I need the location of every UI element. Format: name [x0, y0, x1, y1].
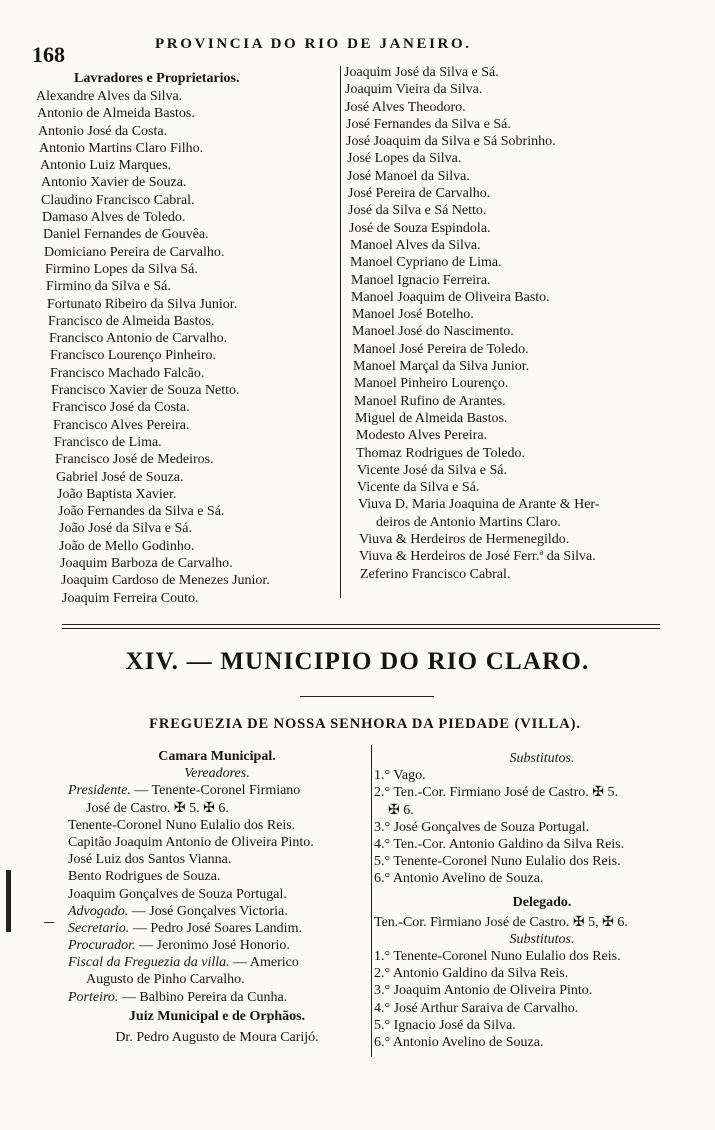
farmer-entry: João Fernandes da Silva e Sá. [58, 504, 225, 520]
porteiro-name: — Balbino Pereira da Cunha. [121, 989, 288, 1005]
delegado-substituto-entry: 1.° Tenente-Coronel Nuno Eulalio dos Reis. [374, 949, 621, 965]
section-rule-upper [62, 624, 660, 625]
farmer-entry: Viuva & Herdeiros de Hermenegildo. [359, 532, 570, 548]
farmer-entry: Miguel de Almeida Bastos. [355, 410, 508, 426]
farmer-entry: Antonio de Almeida Bastos. [37, 106, 195, 122]
farmer-entry: Modesto Alves Pereira. [356, 428, 488, 444]
delegado-substitutos-label: Substitutos. [509, 931, 575, 947]
farmer-entry: João Baptista Xavier. [57, 486, 177, 502]
farmer-entry: Manoel Rufino de Arantes. [354, 393, 506, 409]
farmer-entry: Manoel José Botelho. [352, 307, 474, 323]
farmer-entry: Joaquim Cardoso de Menezes Junior. [61, 573, 270, 589]
margin-dash [44, 922, 54, 923]
delegado-heading: Delegado. [512, 894, 572, 910]
farmer-entry: Francisco Lourenço Pinheiro. [50, 348, 217, 364]
farmer-entry: Vicente da Silva e Sá. [357, 480, 480, 496]
farmer-entry: Fortunato Ribeiro da Silva Junior. [47, 296, 238, 312]
president-cont: José de Castro. ✠ 5. ✠ 6. [86, 800, 229, 816]
vereadores-label: Vereadores. [184, 766, 250, 782]
fiscal-name: — Americo [229, 955, 299, 971]
camara-member: Capitão Joaquim Antonio de Oliveira Pinto. [68, 834, 314, 850]
farmer-entry: Francisco José de Medeiros. [55, 452, 214, 468]
farmer-entry: Claudino Francisco Cabral. [41, 192, 195, 208]
farmers-left-column [36, 70, 336, 607]
delegado-substituto-entry: 3.° Joaquim Antonio de Oliveira Pinto. [374, 983, 593, 999]
secretario-name: — Pedro José Soares Landim. [132, 920, 302, 936]
substituto-entry: 4.° Ten.-Cor. Antonio Galdino da Silva Reis. [374, 836, 625, 852]
secretario-role: Secretario. [68, 920, 130, 936]
porteiro-line [68, 989, 366, 1006]
farmer-entry: Francisco Alves Pereira. [53, 417, 190, 433]
farmer-entry: João de Mello Godinho. [59, 538, 195, 554]
farmer-entry: José Fernandes da Silva e Sá. [346, 116, 511, 132]
farmer-entry: Manoel Joaquim de Oliveira Basto. [351, 289, 550, 305]
farmer-entry: José Joaquim da Silva e Sá Sobrinho. [346, 134, 556, 150]
title-rule [300, 696, 434, 697]
farmer-entry: Francisco Machado Falcão. [50, 365, 205, 381]
juiz-name: Dr. Pedro Augusto de Moura Carijó. [115, 1030, 319, 1045]
farmer-entry: Zeferino Francisco Cabral. [360, 566, 511, 582]
fiscal-cont: Augusto de Pinho Carvalho. [86, 972, 245, 988]
farmer-entry: Domiciano Pereira de Carvalho. [44, 244, 225, 260]
farmer-entry: Viuva D. Maria Joaquina de Arante & Her- [358, 497, 600, 513]
substituto-entry: 2.° Ten.-Cor. Firmiano José de Castro. ✠ 5. [374, 785, 618, 801]
procurador-line [68, 937, 366, 954]
municipio-title: XIV. — MUNICIPIO DO RIO CLARO. [125, 648, 590, 675]
advogado-name: — José Gonçalves Victoria. [131, 903, 288, 919]
procurador-name: — Jeronimo José Honorio. [139, 938, 290, 954]
farmer-entry: Manoel Cypriano de Lima. [350, 255, 502, 271]
farmer-entry: José de Souza Espindola. [349, 220, 491, 236]
running-title: PROVINCIA DO RIO DE JANEIRO. [155, 36, 472, 52]
fiscal-line [68, 954, 366, 971]
farmer-entry: Joaquim Barboza de Carvalho. [60, 556, 233, 572]
farmer-entry: Gabriel José de Souza. [56, 469, 184, 485]
substitutes-column [374, 750, 710, 1051]
advogado-role: Advogado. [68, 903, 129, 919]
camara-member: José Luiz dos Santos Vianna. [68, 852, 232, 868]
camara-member: Bento Rodrigues de Souza. [68, 869, 221, 885]
farmer-entry: Francisco Antonio de Carvalho. [49, 331, 228, 347]
farmer-entry: Francisco Xavier de Souza Netto. [51, 383, 240, 399]
farmer-entry: José Manoel da Silva. [347, 168, 470, 184]
farmer-entry: Firmino Lopes da Silva Sá. [45, 261, 198, 277]
president-role: Presidente. [68, 783, 131, 799]
delegado-substituto-entry: 4.° José Arthur Saraiva de Carvalho. [374, 1000, 579, 1016]
substituto-entry: 1.° Vago. [374, 768, 426, 784]
farmer-entry: Antonio Luiz Marques. [40, 158, 172, 174]
farmer-entry: Manoel Ignacio Ferreira. [351, 272, 491, 288]
column-divider-top [340, 66, 341, 598]
section-rule-lower [62, 628, 660, 629]
secretario-line [68, 920, 366, 937]
farmer-entry: José da Silva e Sá Netto. [348, 203, 487, 219]
substituto-entry: 3.° José Gonçalves de Souza Portugal. [374, 819, 590, 835]
farmer-entry: Francisco de Almeida Bastos. [48, 313, 215, 329]
farmer-entry: Thomaz Rodrigues de Toledo. [356, 445, 526, 461]
camara-member: Joaquim Gonçalves de Souza Portugal. [68, 886, 287, 902]
farmer-entry: Manoel Pinheiro Lourenço. [354, 376, 509, 392]
parish-title: FREGUEZIA DE NOSSA SENHORA DA PIEDADE (VILLA). [149, 716, 581, 732]
farmer-entry: Antonio José da Costa. [38, 123, 168, 139]
delegado-substituto-entry: 5.° Ignacio José da Silva. [374, 1017, 516, 1033]
farmer-entry: Joaquim Ferreira Couto. [62, 590, 199, 606]
farmer-entry: Antonio Martins Claro Filho. [39, 140, 204, 156]
camara-heading: Camara Municipal. [158, 749, 276, 764]
substituto-entry: ✠ 6. [388, 802, 414, 818]
farmer-entry: José Pereira de Carvalho. [348, 186, 491, 202]
president-line [68, 782, 366, 799]
juiz-heading: Juiz Municipal e de Orphãos. [128, 1008, 306, 1024]
president-name: — Tenente-Coronel Firmiano [130, 783, 301, 799]
farmer-entry: Joaquim Vieira da Silva. [345, 82, 483, 98]
farmer-entry: José Lopes da Silva. [347, 151, 462, 167]
substituto-entry: 5.° Tenente-Coronel Nuno Eulalio dos Reis. [374, 854, 621, 870]
substitutos-heading: Substitutos. [509, 751, 575, 766]
farmer-entry: Francisco de Lima. [54, 434, 162, 450]
camara-column [68, 748, 366, 1046]
farmer-entry: Damaso Alves de Toledo. [42, 210, 186, 226]
margin-ink-mark [6, 870, 11, 932]
delegado-name: Ten.-Cor. Firmiano José de Castro. ✠ 5, ✠ 6. [374, 914, 628, 930]
farmer-entry: Manoel Alves da Silva. [350, 237, 481, 253]
farmer-entry: João José da Silva e Sá. [59, 521, 192, 537]
porteiro-role: Porteiro. [68, 989, 119, 1005]
substitutos-list [374, 767, 710, 887]
farmer-entry: José Alves Theodoro. [345, 99, 466, 115]
delegado-substitutos-list [374, 948, 710, 1051]
camara-member: Tenente-Coronel Nuno Eulalio dos Reis. [68, 817, 296, 833]
farmer-entry: Manoel Marçal da Silva Junior. [353, 359, 530, 375]
procurador-role: Procurador. [68, 938, 136, 954]
column-divider-bottom [371, 745, 372, 1057]
fiscal-role: Fiscal da Freguezia da villa. [68, 955, 230, 971]
farmer-entry: Francisco José da Costa. [52, 400, 190, 416]
farmers-right-list [344, 64, 712, 583]
camara-members-list [68, 817, 366, 903]
farmer-entry: deiros de Antonio Martins Claro. [376, 514, 561, 530]
farmer-entry: Alexandre Alves da Silva. [36, 89, 183, 104]
farmers-heading: Lavradores e Proprietarios. [74, 71, 240, 86]
farmers-left-list [36, 88, 336, 607]
substituto-entry: 6.° Antonio Avelino de Souza. [374, 871, 544, 887]
delegado-substituto-entry: 2.° Antonio Galdino da Silva Reis. [374, 966, 569, 982]
farmer-entry: Joaquim José da Silva e Sá. [344, 65, 499, 80]
farmer-entry: Antonio Xavier de Souza. [41, 175, 187, 191]
farmer-entry: Vicente José da Silva e Sá. [357, 462, 508, 478]
page-number: 168 [32, 42, 65, 67]
farmer-entry: Viuva & Herdeiros de José Ferr.ª da Silva. [359, 549, 596, 565]
advogado-line [68, 903, 366, 920]
farmer-entry: Manoel José Pereira de Toledo. [353, 341, 529, 357]
farmers-right-column [344, 64, 712, 583]
delegado-substituto-entry: 6.° Antonio Avelino de Souza. [374, 1035, 544, 1050]
farmer-entry: Firmino da Silva e Sá. [46, 279, 171, 295]
farmer-entry: Daniel Fernandes de Gouvêa. [43, 227, 209, 243]
farmer-entry: Manoel José do Nascimento. [352, 324, 514, 340]
